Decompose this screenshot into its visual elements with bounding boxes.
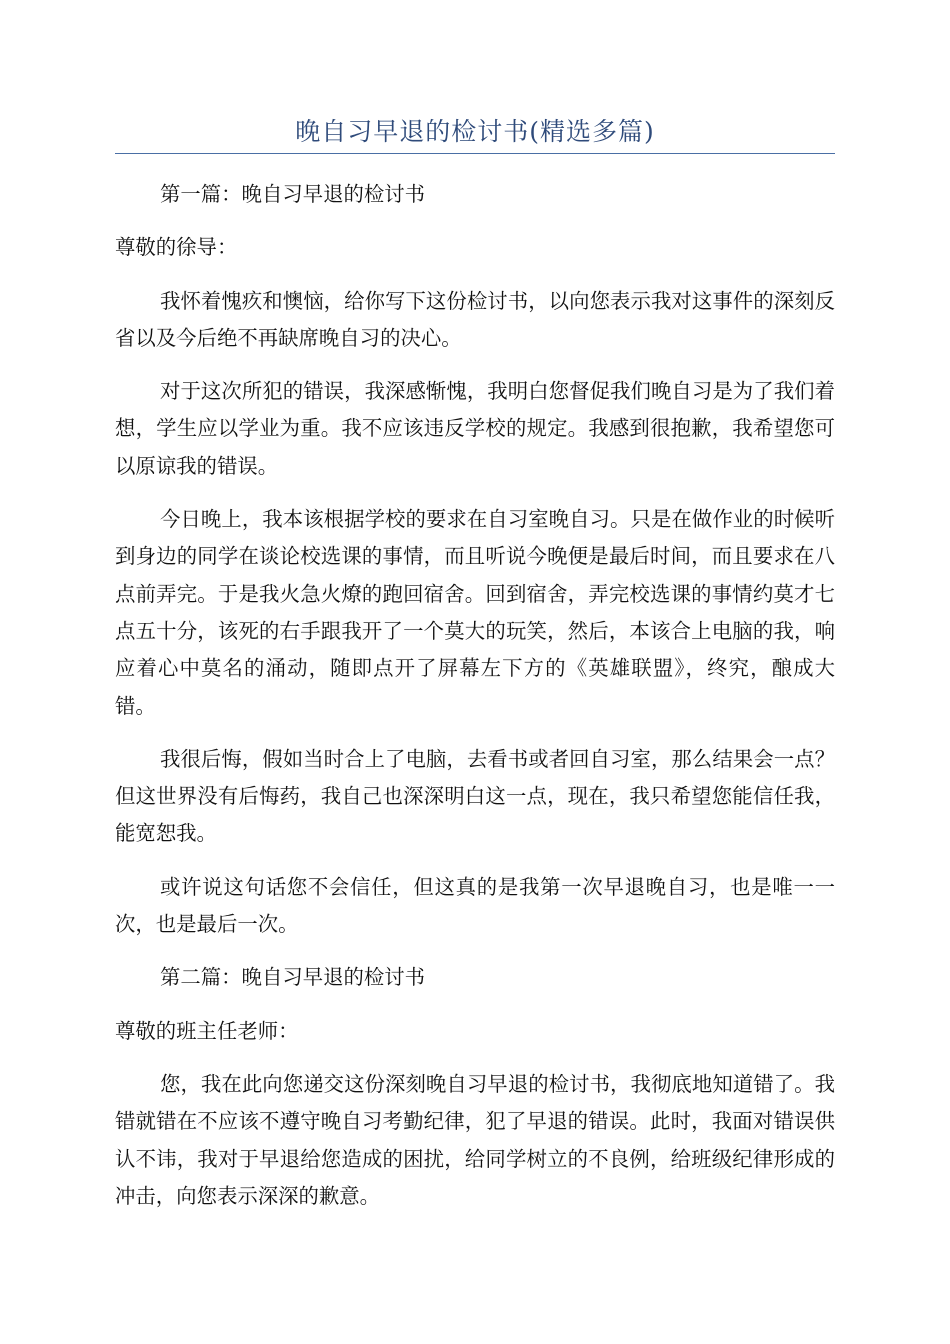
section-heading-2: 第二篇：晚自习早退的检讨书 [160, 965, 426, 990]
paragraph: 或许说这句话您不会信任，但这真的是我第一次早退晚自习，也是唯一一次，也是最后一次。 [115, 874, 835, 937]
section-heading-1: 第一篇：晚自习早退的检讨书 [160, 182, 426, 206]
salutation-1: 尊敬的徐导： [115, 235, 238, 260]
paragraph: 今日晚上，我本该根据学校的要求在自习室晚自习。只是在做作业的时候听到身边的同学在谈论校选课的事情，而且听说今晚便是最后时间，而且要求在八点前弄完。于是我火急火燎的跑回宿舍。回到宿舍，弄完校选课的事情约莫才七点五十分，该死的右手跟我开了一个莫大的玩笑，然后，本该合上电脑的我，响应着心中莫名的涌动，随即点开了屏幕左下方的《英雄联盟》，终究，酿成大错。 [115, 507, 835, 718]
paragraph: 对于这次所犯的错误，我深感惭愧，我明白您督促我们晚自习是为了我们着想，学生应以学业为重。我不应该违反学校的规定。我感到很抱歉，我希望您可以原谅我的错误。 [115, 379, 835, 478]
salutation-2: 尊敬的班主任老师： [115, 1018, 299, 1043]
title-underline [115, 153, 835, 154]
paragraph: 我怀着愧疚和懊恼，给你写下这份检讨书，以向您表示我对这事件的深刻反省以及今后绝不再缺席晚自习的决心。 [115, 288, 835, 350]
paragraph: 您，我在此向您递交这份深刻晚自习早退的检讨书，我彻底地知道错了。我错就错在不应该不遵守晚自习考勤纪律，犯了早退的错误。此时，我面对错误供认不讳，我对于早退给您造成的困扰，给同学树立的不良例，给班级纪律形成的冲击，向您表示深深的歉意。 [115, 1071, 835, 1208]
document-title: 晚自习早退的检讨书(精选多篇) [295, 117, 655, 146]
document-body [115, 176, 835, 1231]
paragraph: 我很后悔，假如当时合上了电脑，去看书或者回自习室，那么结果会一点？但这世界没有后悔药，我自己也深深明白这一点，现在，我只希望您能信任我，能宽恕我。 [115, 746, 835, 846]
